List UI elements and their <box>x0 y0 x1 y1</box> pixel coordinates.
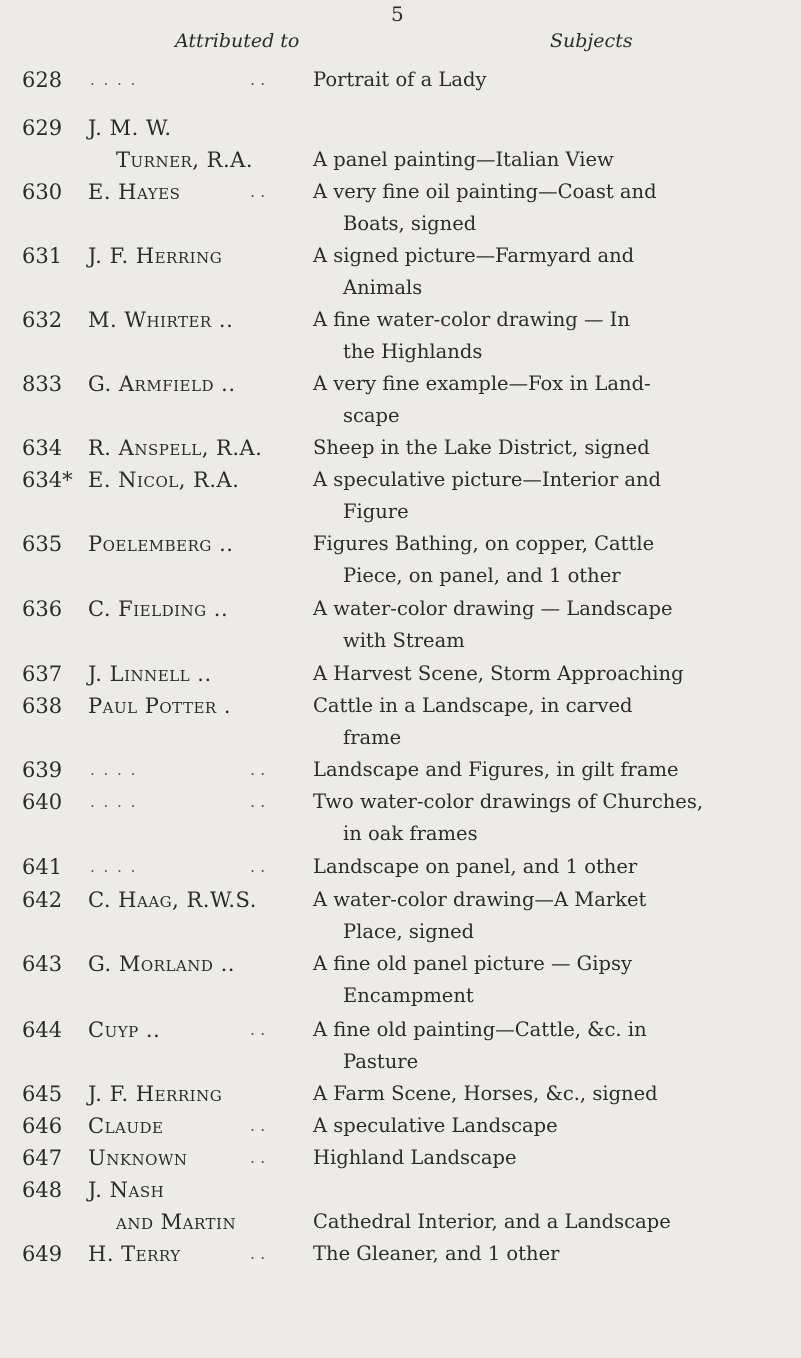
lot-artist: J. Nash and Martin <box>88 1178 237 1234</box>
ditto-marks: . . . . <box>90 858 138 876</box>
lot-subject: Landscape on panel, and 1 other <box>313 855 638 878</box>
lot-number: 637 <box>22 662 63 686</box>
lot-artist: J. F. Herring <box>88 244 223 268</box>
ditto-marks: . . . . <box>90 793 138 811</box>
lot-subject: A water-color drawing — Landscape with Stream <box>313 597 673 652</box>
lot-artist: Unknown <box>88 1146 188 1170</box>
lot-number: 639 <box>22 758 63 782</box>
leader-dots: . . <box>250 857 266 876</box>
leader-dots: . . <box>250 70 266 89</box>
lot-number: 635 <box>22 532 63 556</box>
lot-number: 636 <box>22 597 63 621</box>
header-subjects: Subjects <box>550 30 633 52</box>
header-attributed-to: Attributed to <box>175 30 300 52</box>
lot-subject: Cathedral Interior, and a Landscape <box>313 1210 671 1233</box>
leader-dots: . . <box>250 182 266 201</box>
lot-number: 630 <box>22 180 63 204</box>
lot-number: 646 <box>22 1114 63 1138</box>
lot-number: 648 <box>22 1178 63 1202</box>
lot-number: 644 <box>22 1018 63 1042</box>
lot-artist: E. Nicol, R.A. <box>88 468 240 492</box>
lot-number: 634 <box>22 436 63 460</box>
lot-subject: Figures Bathing, on copper, Cattle Piece, on panel, and 1 other <box>313 532 655 587</box>
lot-subject: A speculative Landscape <box>313 1114 558 1137</box>
lot-artist: R. Anspell, R.A. <box>88 436 263 460</box>
lot-artist: Poelemberg .. <box>88 532 234 556</box>
lot-number: 833 <box>22 372 63 396</box>
lot-artist: G. Morland .. <box>88 952 235 976</box>
lot-number: 641 <box>22 855 63 879</box>
ditto-marks: . . . . <box>90 71 138 89</box>
lot-number: 631 <box>22 244 63 268</box>
lot-artist: J. M. W. Turner, R.A. <box>88 116 253 172</box>
lot-artist: C. Fielding .. <box>88 597 229 621</box>
leader-dots: . . <box>250 760 266 779</box>
leader-dots: . . <box>250 1244 266 1263</box>
ditto-marks: . . . . <box>90 761 138 779</box>
lot-artist: Paul Potter . <box>88 694 232 718</box>
lot-number: 647 <box>22 1146 63 1170</box>
leader-dots: . . <box>250 1148 266 1167</box>
lot-artist: H. Terry <box>88 1242 181 1266</box>
lot-number: 643 <box>22 952 63 976</box>
lot-subject: A panel painting—Italian View <box>313 148 614 171</box>
lot-artist: C. Haag, R.W.S. <box>88 888 257 912</box>
lot-subject: A fine old panel picture — Gipsy Encampment <box>313 952 632 1007</box>
lot-subject: A very fine example—Fox in Land- scape <box>313 372 651 427</box>
lot-artist: Cuyp .. <box>88 1018 161 1042</box>
leader-dots: . . <box>250 1020 266 1039</box>
lot-number: 642 <box>22 888 63 912</box>
lot-subject: Portrait of a Lady <box>313 68 487 91</box>
leader-dots: . . <box>250 1116 266 1135</box>
lot-artist: M. Whirter .. <box>88 308 234 332</box>
lot-subject: A very fine oil painting—Coast and Boats, signed <box>313 180 657 235</box>
lot-subject: Two water-color drawings of Churches, in oak frames <box>313 790 704 845</box>
lot-subject: Sheep in the Lake District, signed <box>313 436 650 459</box>
lot-subject: A fine water-color drawing — In the Highlands <box>313 308 630 363</box>
lot-subject: Cattle in a Landscape, in carved frame <box>313 694 633 749</box>
lot-subject: Landscape and Figures, in gilt frame <box>313 758 679 781</box>
lot-artist: E. Hayes <box>88 180 181 204</box>
page-number: 5 <box>391 2 404 26</box>
lot-subject: A water-color drawing—A Market Place, signed <box>313 888 647 943</box>
lot-subject: A Harvest Scene, Storm Approaching <box>313 662 684 685</box>
lot-artist: J. F. Herring <box>88 1082 223 1106</box>
leader-dots: . . <box>250 792 266 811</box>
lot-artist: G. Armfield .. <box>88 372 236 396</box>
lot-number: 638 <box>22 694 63 718</box>
lot-number: 628 <box>22 68 63 92</box>
lot-artist: J. Linnell .. <box>88 662 212 686</box>
lot-subject: A Farm Scene, Horses, &c., signed <box>313 1082 658 1105</box>
lot-subject: A speculative picture—Interior and Figure <box>313 468 662 523</box>
lot-subject: A signed picture—Farmyard and Animals <box>313 244 635 299</box>
lot-artist: Claude <box>88 1114 164 1138</box>
lot-subject: Highland Landscape <box>313 1146 517 1169</box>
lot-number: 640 <box>22 790 63 814</box>
lot-subject: The Gleaner, and 1 other <box>313 1242 560 1265</box>
lot-number: 634* <box>22 468 73 492</box>
lot-number: 649 <box>22 1242 63 1266</box>
lot-number: 629 <box>22 116 63 140</box>
lot-subject: A fine old painting—Cattle, &c. in Pasture <box>313 1018 647 1073</box>
lot-number: 632 <box>22 308 63 332</box>
lot-number: 645 <box>22 1082 63 1106</box>
